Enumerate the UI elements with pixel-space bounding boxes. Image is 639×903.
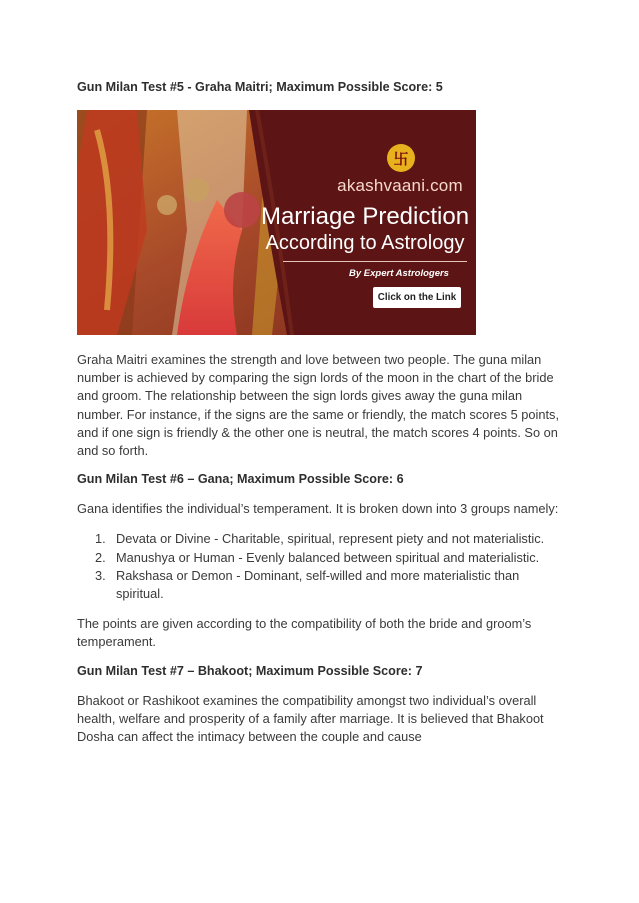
heading-graha-maitri: Gun Milan Test #5 - Graha Maitri; Maximum Possible Score: 5 [77,80,443,94]
swastik-logo-icon: 卐 [387,144,415,172]
list-item-number: 3. [95,567,106,583]
gana-list [77,530,563,603]
paragraph-points: The points are given according to the compatibility of both the bride and groom’s temperament. [77,616,532,650]
paragraph-graha-maitri: Graha Maitri examines the strength and love between two people. The guna milan number is achieved by comparing the sign lords of the moon in the chart of the bride and groom. The relationship between the sign lords gives away the guna milan number. For instance, if the signs are the same or friendly, the match scores 5 points, and if one sign is friendly & the other one is neutral, the match scores 4 points. So on and so forth. [77,352,560,459]
list-item-text: Manushya or Human - Evenly balanced between spiritual and materialistic. [116,549,540,565]
heading-gana: Gun Milan Test #6 – Gana; Maximum Possible Score: 6 [77,472,404,487]
list-item-text: Devata or Divine - Charitable, spiritual, represent piety and not materialistic. [116,531,545,547]
banner-byline: By Expert Astrologers [349,268,449,279]
banner-site-name: akashvaani.com [337,176,463,195]
list-item-number: 1. [95,531,106,547]
banner-title-line2: According to Astrology [265,232,465,254]
list-item-number: 2. [95,549,106,565]
document-body [77,78,563,746]
click-link-button[interactable]: Click on the Link [373,287,461,308]
list-item [77,567,563,603]
list-item [77,530,563,548]
paragraph-bhakoot: Bhakoot or Rashikoot examines the compatibility amongst two individual’s overall health, welfare and prosperity of a family after marriage. It is believed that Bhakoot Dosha can affect the intimacy between the couple and cause [77,692,544,745]
banner-title-line1: Marriage Prediction [260,203,470,230]
list-item-text: Rakshasa or Demon - Dominant, self-willed and more materialistic than spiritual. [116,567,520,602]
ad-banner-marriage-prediction[interactable] [77,110,476,335]
list-item [77,549,563,567]
paragraph-gana: Gana identifies the individual’s temperament. It is broken down into 3 groups namely: [77,501,559,517]
banner-divider [283,261,467,262]
heading-bhakoot: Gun Milan Test #7 – Bhakoot; Maximum Possible Score: 7 [77,663,423,678]
